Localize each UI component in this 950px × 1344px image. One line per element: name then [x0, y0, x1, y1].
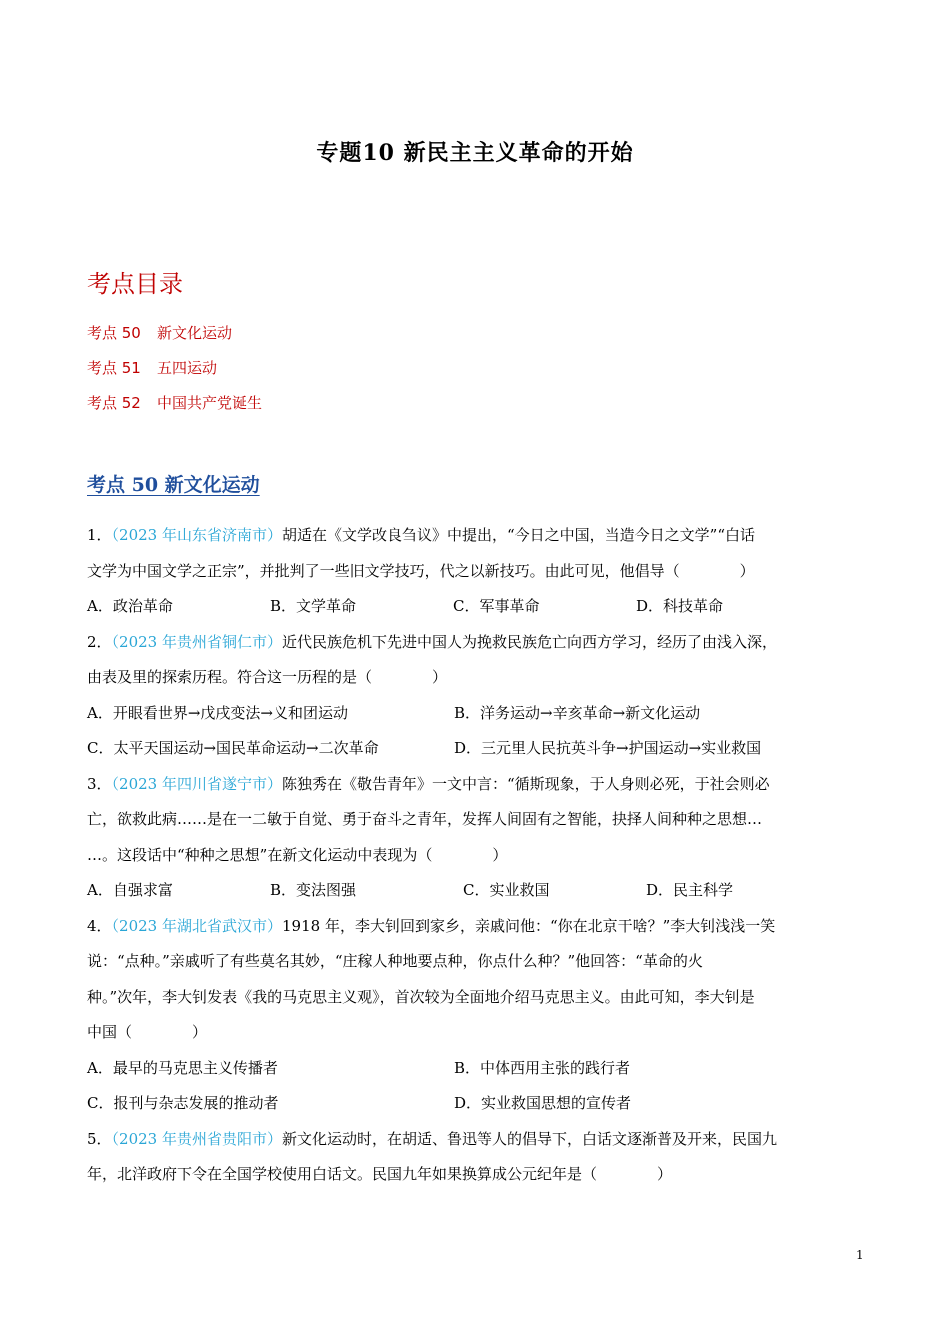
option-b[interactable]: B．中体西用主张的践行者	[454, 1058, 631, 1077]
question-4-line	[87, 911, 865, 947]
question-text: 近代民族危机下先进中国人为挽救民族危亡向西方学习，经历了由浅入深，	[282, 632, 778, 651]
question-number: 3．	[87, 774, 112, 793]
question-number: 4．	[87, 916, 112, 935]
question-4-options-row2	[87, 1088, 865, 1124]
question-source: （2023 年山东省济南市）	[111, 526, 282, 544]
question-text-line: 由表及里的探索历程。符合这一历程的是（ ）	[87, 668, 448, 686]
toc-item[interactable]	[87, 357, 262, 392]
question-source: （2023 年四川省遂宁市）	[111, 774, 282, 793]
option-b[interactable]: B．变法图强	[270, 881, 357, 899]
option-a[interactable]: A．政治革命	[87, 597, 173, 615]
page-title: 专题10 新民主主义革命的开始	[316, 140, 634, 166]
question-1-options	[87, 591, 865, 627]
question-text-line: 种。”次年，李大钊发表《我的马克思主义观》，首次较为全面地介绍马克思主义。由此可知，李大钊是	[87, 987, 755, 1006]
question-2-line	[87, 627, 865, 663]
option-c[interactable]: C．太平天国运动→国民革命运动→二次革命	[87, 739, 379, 757]
toc-item-number: 考点 51	[87, 359, 141, 377]
toc-list	[87, 322, 262, 427]
option-d[interactable]: D．民主科学	[646, 881, 734, 899]
question-source: （2023 年贵州省贵阳市）	[111, 1129, 282, 1148]
toc-item[interactable]	[87, 392, 262, 427]
question-2-options-row2	[87, 733, 865, 769]
question-4-options-row1	[87, 1053, 865, 1089]
page-number: 1	[856, 1248, 864, 1262]
option-a[interactable]: A．最早的马克思主义传播者	[87, 1058, 278, 1077]
toc-item-label: 中国共产党诞生	[157, 394, 263, 412]
toc-item[interactable]	[87, 322, 262, 357]
question-number: 5．	[87, 1129, 112, 1148]
option-b[interactable]: B．文学革命	[270, 597, 357, 615]
question-2-options-row1	[87, 698, 865, 734]
toc-item-label: 五四运动	[157, 359, 218, 377]
question-text: 胡适在《文学改良刍议》中提出，“今日之中国，当造今日之文学”“白话	[282, 526, 756, 544]
question-3-options	[87, 875, 865, 911]
option-c[interactable]: C．军事革命	[453, 597, 540, 615]
question-text: 1918 年，李大钊回到家乡，亲戚问他：“你在北京干啥？”李大钊浅浅一笑	[282, 916, 776, 935]
option-a[interactable]: A．开眼看世界→戊戌变法→义和团运动	[87, 703, 348, 722]
question-text-line: …。这段话中“种种之思想”在新文化运动中表现为（ ）	[87, 845, 508, 864]
question-list	[87, 520, 865, 1195]
toc-item-number: 考点 52	[87, 394, 141, 412]
section-heading[interactable]: 考点 50 新文化运动	[87, 474, 260, 496]
question-number: 1．	[87, 526, 112, 544]
option-a[interactable]: A．自强求富	[87, 881, 173, 899]
question-source: （2023 年贵州省铜仁市）	[111, 632, 282, 651]
question-text-line: 说：“点种。”亲戚听了有些莫名其妙，“庄稼人种地要点种，你点什么种？”他回答：“革命的火	[87, 952, 703, 970]
question-5-line	[87, 1124, 865, 1160]
option-d[interactable]: D．三元里人民抗英斗争→护国运动→实业救国	[454, 739, 762, 757]
question-source: （2023 年湖北省武汉市）	[111, 916, 282, 935]
option-d[interactable]: D．科技革命	[636, 597, 724, 615]
toc-item-number: 考点 50	[87, 324, 141, 342]
toc-heading: 考点目录	[87, 270, 183, 298]
toc-item-label: 新文化运动	[157, 324, 233, 342]
question-text-line: 文学为中国文学之正宗”，并批判了一些旧文学技巧，代之以新技巧。由此可见，他倡导（ ）	[87, 561, 755, 580]
option-c[interactable]: C．报刊与杂志发展的推动者	[87, 1094, 279, 1112]
question-text: 陈独秀在《敬告青年》一文中言：“循斯现象，于人身则必死，于社会则必	[282, 774, 770, 793]
question-3-line	[87, 769, 865, 805]
question-text: 新文化运动时，在胡适、鲁迅等人的倡导下，白话文逐渐普及开来，民国九	[282, 1129, 778, 1148]
question-text-line: 年，北洋政府下令在全国学校使用白话文。民国九年如果换算成公元纪年是（ ）	[87, 1165, 673, 1183]
option-d[interactable]: D．实业救国思想的宣传者	[454, 1094, 632, 1112]
question-1-line	[87, 520, 865, 556]
option-c[interactable]: C．实业救国	[463, 881, 550, 899]
option-b[interactable]: B．洋务运动→辛亥革命→新文化运动	[454, 703, 701, 722]
question-text-line: 中国（ ）	[87, 1023, 208, 1041]
question-text-line: 亡，欲救此病……是在一二敏于自觉、勇于奋斗之青年，发挥人间固有之智能，抉择人间种种之思想…	[87, 810, 763, 828]
question-number: 2．	[87, 632, 112, 651]
